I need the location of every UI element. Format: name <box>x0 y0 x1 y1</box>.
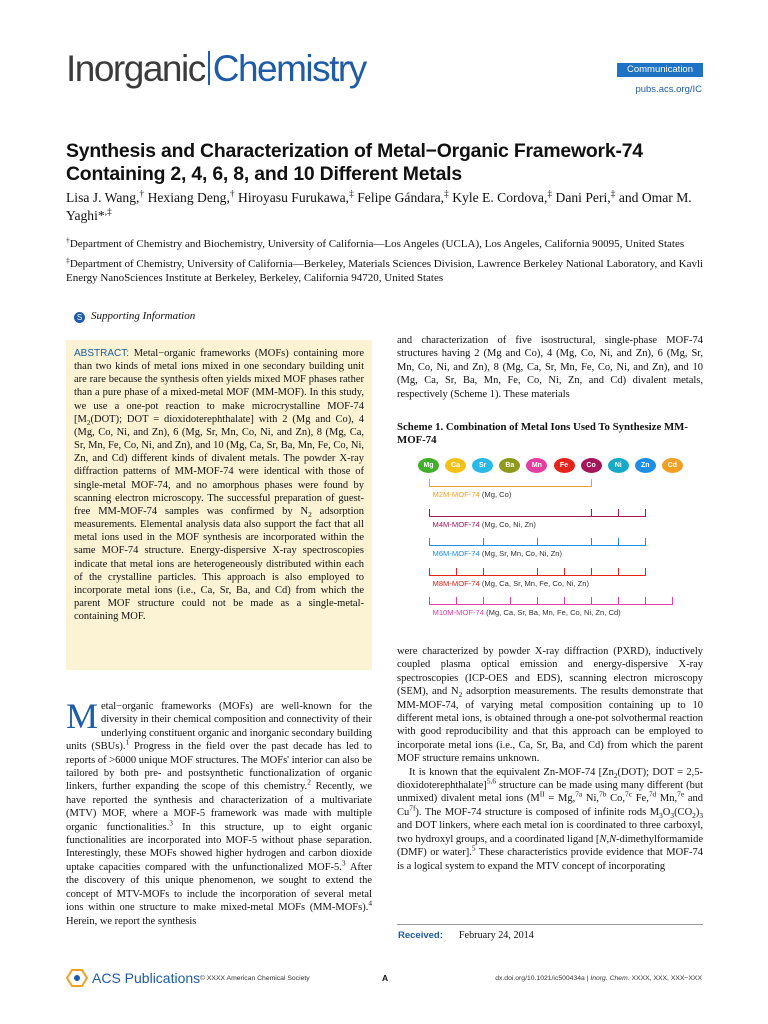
combo-metals: (Mg, Ca, Sr, Mn, Fe, Co, Ni, Zn) <box>479 578 590 588</box>
body-right-bottom <box>397 645 703 873</box>
combo-tick <box>618 509 619 516</box>
combo-tick <box>645 538 646 545</box>
abstract-text: Metal−organic frameworks (MOFs) containing more than two kinds of metal ions mixed in one secondary building unit are rare because the synthesis often yields mixed MOF phases rather than a pure phase of a mixed-metal MOF (MM-MOF). In this study, we use a one-pot reaction to make microcrystalline MOF-74 [$M_2(DOT)$; DOT = dioxidoterephthalate] with 2 (Mg and Co), 4 (Mg, Co, Ni, and Zn), 6 (Mg, Sr, Mn, Co, Ni, and Zn), 8 (Mg, Ca, Sr, Mn, Fe, Co, Ni, and Zn), and 10 (Mg, Ca, Sr, Ba, Mn, Fe, Co, Ni, Zn, and Cd) different kinds of divalent metals. The powder X-ray diffraction patterns of MM-MOF-74 were identical with those of single-metal MOF-74, and no amorphous phases were found by scanning electron microscopy. The successful preparation of guest-free MM-MOF-74 samples was confirmed by $N_2$ adsorption measurements. Elemental analysis data also support the fact that all metal ions used in the MOF synthesis are incorporated within the same MOF-74 structure. Energy-dispersive X-ray spectroscopies indicate that metal ions are heterogeneously distributed within each of the crystalline particles. This approach is also employed to incorporate metal ions (i.e., Ca, Sr, Ba, and Cd) from which the parent MOF structure could not be made as a single-metal-containing MOF. <box>74 348 365 623</box>
combo-name: M6M-MOF-74 <box>432 549 480 558</box>
received-label: Received: <box>398 930 443 941</box>
combo-tick <box>456 597 457 604</box>
combo-tick <box>483 568 484 575</box>
combo-tick <box>618 597 619 604</box>
combo-label <box>433 490 512 499</box>
combo-metals: (Mg, Co, Ni, Zn) <box>479 519 536 529</box>
right-top-paragraph: and characterization of five isostructural, single-phase MOF-74 structures having 2 (Mg and Co), 4 (Mg, Co, Ni, and Zn), 6 (Mg, Sr, Mn, Co, Ni, and Zn), 8 (Mg, Ca, Sr, Mn, Fe, Co, Ni, and Zn), and 10 (Mg, Ca, Sr, Ba, Mn, Fe, Co, Ni, Zn, and Cd) divalent metals, respectively (Scheme 1). These materials <box>397 335 703 400</box>
combo-label <box>433 520 536 529</box>
combo-tick <box>537 597 538 604</box>
combo-tick <box>618 568 619 575</box>
combo-line <box>429 486 593 487</box>
scheme-title: Scheme 1. Combination of Metal Ions Used To Synthesize MM-MOF-74 <box>397 421 688 446</box>
combo-tick <box>429 568 430 575</box>
acs-hexagon-icon <box>66 968 88 988</box>
logo-inorganic: Inorganic <box>66 48 205 89</box>
combo-tick <box>456 568 457 575</box>
received-line <box>398 930 534 941</box>
combo-tick <box>429 509 430 516</box>
author-list: Lisa J. Wang,† Hexiang Deng,† Hiroyasu Furukawa,‡ Felipe Gándara,‡ Kyle E. Cordova,‡ Dani Peri,‡ and Omar M. Yaghi*,‡ <box>66 189 692 223</box>
combo-tick <box>591 597 592 604</box>
combo-tick <box>645 568 646 575</box>
ion-co: Co <box>581 458 602 473</box>
doi-citation: dx.doi.org/10.1021/ic500434a | Inorg. Chem. XXXX, XXX, XXX−XXX <box>495 975 702 982</box>
results-paragraph: were characterized by powder X-ray diffraction (PXRD), inductively coupled plasma optical emission and energy-dispersive X-ray spectroscopies (ICP-OES and EDS), scanning electron microscopy (SEM), and $N_2$ adsorption measurements. The results demonstrate that MM-MOF-74, of varying metal composition containing up to 10 different metal ions, is obtained through a one-pot solvothermal reaction with good reproducibility and that this approach can be employed to incorporate metal ions (i.e., Ca, Sr, Ba, and Cd) from which the parent MOF structure remains unknown. <box>397 646 703 765</box>
combo-metals: (Mg, Ca, Sr, Ba, Mn, Fe, Co, Ni, Zn, Cd) <box>483 608 621 617</box>
scheme-figure <box>397 450 703 635</box>
combo-tick <box>429 479 430 486</box>
combo-line <box>429 604 674 605</box>
combo-tick <box>429 597 430 604</box>
logo-divider <box>208 51 210 85</box>
combo-name: M10M-MOF-74 <box>432 608 484 617</box>
supporting-information-link[interactable] <box>74 310 195 323</box>
ion-ca: Ca <box>445 458 466 473</box>
combo-name: M2M-MOF-74 <box>432 490 480 499</box>
received-date: February 24, 2014 <box>458 930 534 941</box>
ion-ba: Ba <box>499 458 520 473</box>
affiliations <box>66 237 706 291</box>
logo-chemistry: Chemistry <box>212 48 366 89</box>
combo-label <box>433 579 590 588</box>
article-type-badge: Communication <box>617 63 703 77</box>
supporting-info-label: Supporting Information <box>91 310 196 322</box>
combo-line <box>429 545 647 546</box>
ion-cd: Cd <box>662 458 683 473</box>
ion-sr: Sr <box>472 458 493 473</box>
publisher-name: ACS Publications <box>92 970 201 986</box>
combo-line <box>429 575 647 576</box>
combo-tick <box>591 509 592 516</box>
combo-name: M4M-MOF-74 <box>432 519 480 529</box>
abstract-box <box>66 340 372 670</box>
ion-mg: Mg <box>418 458 439 473</box>
combo-tick <box>591 568 592 575</box>
journal-url-link[interactable]: pubs.acs.org/IC <box>635 84 702 95</box>
combo-label <box>433 549 563 558</box>
article-title: Synthesis and Characterization of Metal−Organic Framework-74 Containing 2, 4, 6, 8, and 10 Different Metals <box>66 140 643 185</box>
combo-tick <box>618 538 619 545</box>
abstract-label: ABSTRACT: <box>74 348 130 359</box>
ion-fe: Fe <box>554 458 575 473</box>
combo-tick <box>537 538 538 545</box>
combo-line <box>429 516 647 517</box>
affiliation-berkeley: ‡Department of Chemistry, University of California—Berkeley, Materials Sciences Division, Lawrence Berkeley National Laboratory, and Kavli Energy NanoSciences Institute at Berkeley, Berkeley, California 94720, United States <box>66 255 704 284</box>
body-left-column <box>66 696 372 928</box>
ion-ni: Ni <box>608 458 629 473</box>
received-divider <box>397 924 703 925</box>
combo-tick <box>591 479 592 486</box>
drop-cap: M <box>66 696 99 736</box>
supporting-info-icon: S <box>74 312 85 323</box>
combo-tick <box>564 568 565 575</box>
combo-tick <box>645 509 646 516</box>
combo-tick <box>564 597 565 604</box>
acs-publications-logo <box>66 968 200 988</box>
intro-paragraph: etal−organic frameworks (MOFs) are well-known for the diversity in their chemical composition and connectivity of their underlying constituent organic and inorganic secondary building units (SBUs).$^1$ Progress in the field over the past decade has led to reports of >6000 unique MOF structures. The MOFs' interior can also be tailored by both pre- and postsynthetic functionalization of organic linkers, further expanding the scope of this chemistry.$^2$ Recently, we have reported the synthesis and characterization of a multivariate (MTV) MOF, where a MOF-5 framework was made with multiple organic functionalities.$^3$ In this structure, up to eight organic functionalities are incorporated into MOF-5 without phase separation. Interestingly, these MOFs showed higher hydrogen and carbon dioxide uptake capacities compared with the unfunctionalized MOF-5.$^3$ After the discovery of this unique phenomenon, we sought to extend the concept of MTV-MOFs to include the incorporation of several metal ions within one structure to make mixed-metal MOFs (MM-MOFs).$^4$ Herein, we report the synthesis <box>66 701 372 927</box>
journal-logo <box>66 50 366 87</box>
combo-tick <box>672 597 673 604</box>
combo-tick <box>483 597 484 604</box>
page-number: A <box>382 973 389 983</box>
combo-metals: (Mg, Co) <box>479 490 512 499</box>
combo-tick <box>537 568 538 575</box>
combo-label <box>433 608 621 617</box>
ion-mn: Mn <box>526 458 547 473</box>
combo-tick <box>483 538 484 545</box>
structure-paragraph: It is known that the equivalent Zn-MOF-74 [$Zn_2(DOT)$; DOT = 2,5-dioxidoterephthalate]$^{5,6}$ structure can be made using many different (but unmixed) divalent metal ions ($M^{II} = Mg,^{7a}$ Ni,$^{7b}$ Co,$^{7c}$ Fe,$^{7d}$ Mn,$^{7e}$ and $Cu^{7f}$). The MOF-74 structure is composed of infinite rods $M_3O_3(CO_2)_3$ and DOT linkers, where each metal ion is coordinated to three carboxyl, two hydroxyl groups, and a coordinated ligand [N,N-dimethylformamide (DMF) or water].$^5$ These characteristics provide evidence that MOF-74 is a logical system to expand the MTV concept of incorporating <box>397 766 704 872</box>
combo-name: M8M-MOF-74 <box>432 578 480 588</box>
combo-tick <box>591 538 592 545</box>
combo-metals: (Mg, Sr, Mn, Co, Ni, Zn) <box>479 549 563 558</box>
combo-tick <box>510 597 511 604</box>
ion-zn: Zn <box>635 458 656 473</box>
combo-tick <box>645 597 646 604</box>
body-right-top <box>397 334 703 401</box>
affiliation-ucla: †Department of Chemistry and Biochemistry, University of California—Los Angeles (UCLA), Los Angeles, California 90095, United States <box>66 235 685 250</box>
combo-tick <box>429 538 430 545</box>
copyright: © XXXX American Chemical Society <box>200 975 310 982</box>
